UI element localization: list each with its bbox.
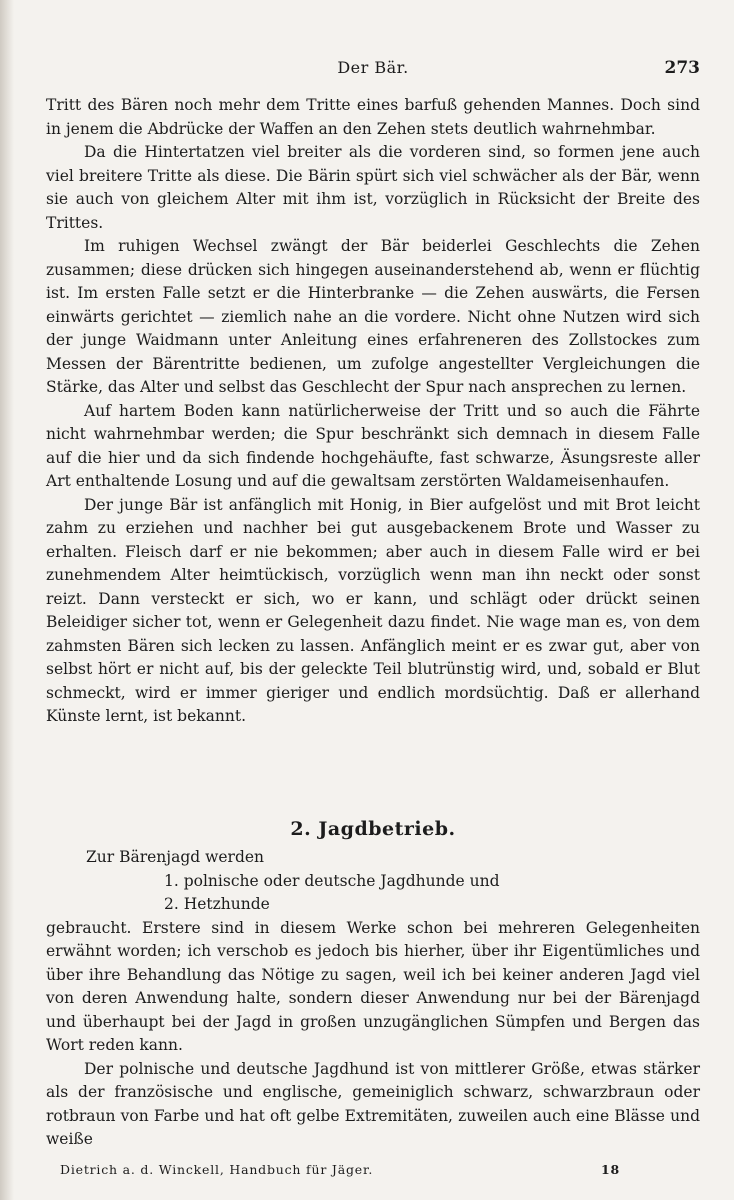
- paragraph: gebraucht. Erstere sind in diesem Werke schon bei mehreren Gelegenheiten erwähnt worden; ich verschob es jedoch bis hierher, über ihr Eigentümliches und über ihre Behandlung das Nötige zu sagen, weil ich bei keiner anderen Jagd viel von deren Anwendung halte, sondern dieser Anwendung nur bei der Bärenjagd und überhaupt bei der Jagd in großen unzugänglichen Sümpfen und Bergen das Wort reden kann.: [46, 918, 700, 1054]
- page-footer: [60, 1162, 620, 1182]
- paragraph: Da die Hintertatzen viel breiter als die vorderen sind, so formen jene auch viel breitere Tritte als diese. Die Bärin spürt sich viel schwächer als der Bär, wenn sie auch von gleichem Alter mit ihm ist, vorzüglich in Rücksicht der Breite des Trittes.: [46, 143, 700, 232]
- list-item: 2. Hetzhunde: [164, 895, 270, 913]
- footer-source: Dietrich a. d. Winckell, Handbuch für Jäger.: [60, 1162, 374, 1177]
- signature-mark: 18: [601, 1162, 620, 1177]
- page-gutter-shadow: [0, 0, 14, 1200]
- paragraph: Tritt des Bären noch mehr dem Tritte eines barfuß gehenden Mannes. Doch sind in jenem die Abdrücke der Waffen an den Zehen stets deutlich wahrnehmbar.: [46, 96, 700, 138]
- paragraph: Der junge Bär ist anfänglich mit Honig, in Bier aufgelöst und mit Brot leicht zahm zu erziehen und nachher bei gut ausgebackenem Brote und Wasser zu erhalten. Fleisch darf er nie bekommen; aber auch in diesem Falle wird er bei zunehmendem Alter heimtückisch, vorzüglich wenn man ihn neckt oder sonst reizt. Dann versteckt er sich, wo er kann, und schlägt oder drückt seinen Beleidiger sicher tot, wenn er Gelegenheit dazu findet. Nie wage man es, von dem zahmsten Bären sich lecken zu lassen. Anfänglich meint er es zwar gut, aber von selbst hört er nicht auf, bis der geleckte Teil blutrünstig wird, und, sobald er Blut schmeckt, wird er immer gieriger und endlich mordsüchtig. Daß er allerhand Künste lernt, ist bekannt.: [46, 495, 700, 725]
- section-heading: 2. Jagdbetrieb.: [290, 818, 456, 840]
- paragraph: Der polnische und deutsche Jagdhund ist von mittlerer Größe, etwas stärker als der französische und englische, gemeiniglich schwarz, schwarzbraun oder rotbraun von Farbe und hat oft gelbe Extremitäten, zuweilen auch eine Blässe und weiße: [46, 1059, 700, 1148]
- list-item: 1. polnische oder deutsche Jagdhunde und: [164, 871, 500, 890]
- running-head: [46, 58, 700, 82]
- page-number: 273: [664, 58, 700, 78]
- section-intro: Zur Bärenjagd werden: [86, 848, 265, 866]
- section-text: [46, 846, 700, 1152]
- main-text: [46, 94, 700, 729]
- paragraph: Im ruhigen Wechsel zwängt der Bär beiderlei Geschlechts die Zehen zusammen; diese drücken sich hingegen auseinanderstehend ab, wenn er flüchtig ist. Im ersten Falle setzt er die Hinterbranke — die Zehen auswärts, die Fersen einwärts gerichtet — ziemlich nahe an die vordere. Nicht ohne Nutzen wird sich der junge Waidmann unter Anleitung eines erfahreneren des Zollstockes zum Messen der Bärentritte bedienen, um zufolge angestellter Vergleichungen die Stärke, das Alter und selbst das Geschlecht der Spur nach ansprechen zu lernen.: [46, 237, 700, 396]
- paragraph: Auf hartem Boden kann natürlicherweise der Tritt und so auch die Fährte nicht wahrnehmbar werden; die Spur beschränkt sich demnach in diesem Falle auf die hier und da sich findende hochgehäufte, fast schwarze, Äsungsreste aller Art enthaltende Losung und auf die gewaltsam zerstörten Waldameisenhaufen.: [46, 401, 700, 490]
- running-head-title: Der Bär.: [337, 58, 409, 77]
